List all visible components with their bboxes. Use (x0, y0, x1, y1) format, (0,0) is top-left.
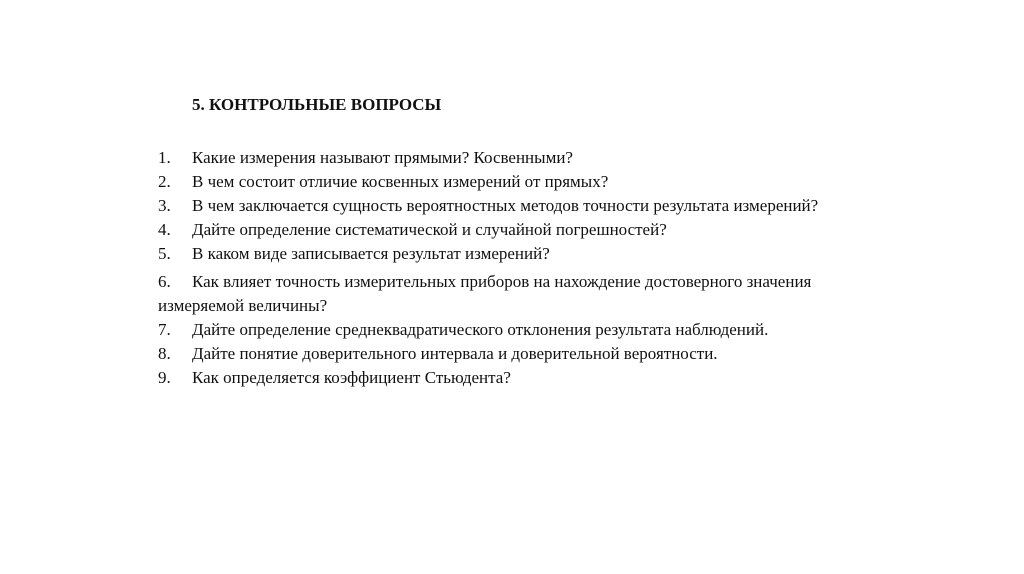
question-number: 9. (158, 368, 171, 387)
question-number: 4. (158, 220, 171, 239)
question-item (158, 270, 918, 318)
question-number: 1. (158, 148, 171, 167)
question-item (158, 342, 938, 366)
question-number: 5. (158, 244, 171, 263)
question-text: Дайте понятие доверительного интервала и доверительной вероятности. (192, 344, 718, 363)
question-number: 3. (158, 196, 171, 215)
question-number: 8. (158, 344, 171, 363)
questions-list (158, 146, 938, 390)
question-text: В чем заключается сущность вероятностных методов точности результата измерений? (192, 196, 819, 215)
question-text: В каком виде записывается результат измерений? (192, 244, 550, 263)
question-item (158, 194, 938, 218)
question-text: В чем состоит отличие косвенных измерений от прямых? (192, 172, 609, 191)
question-number: 7. (158, 320, 171, 339)
question-number: 2. (158, 172, 171, 191)
question-item (158, 366, 938, 390)
question-text: Как влияет точность измерительных приборов на нахождение достоверного значения (192, 272, 812, 291)
question-item (158, 146, 938, 170)
question-text-continuation: измеряемой величины? (158, 296, 328, 315)
question-text: Дайте определение среднеквадратического отклонения результата наблюдений. (192, 320, 769, 339)
section-heading: 5. КОНТРОЛЬНЫЕ ВОПРОСЫ (192, 95, 442, 114)
question-item (158, 170, 938, 194)
question-item (158, 218, 938, 242)
question-text: Какие измерения называют прямыми? Косвенными? (192, 148, 573, 167)
question-item (158, 318, 938, 342)
question-text: Как определяется коэффициент Стьюдента? (192, 368, 511, 387)
question-text: Дайте определение систематической и случайной погрешностей? (192, 220, 667, 239)
question-number: 6. (158, 272, 171, 291)
question-item (158, 242, 938, 266)
